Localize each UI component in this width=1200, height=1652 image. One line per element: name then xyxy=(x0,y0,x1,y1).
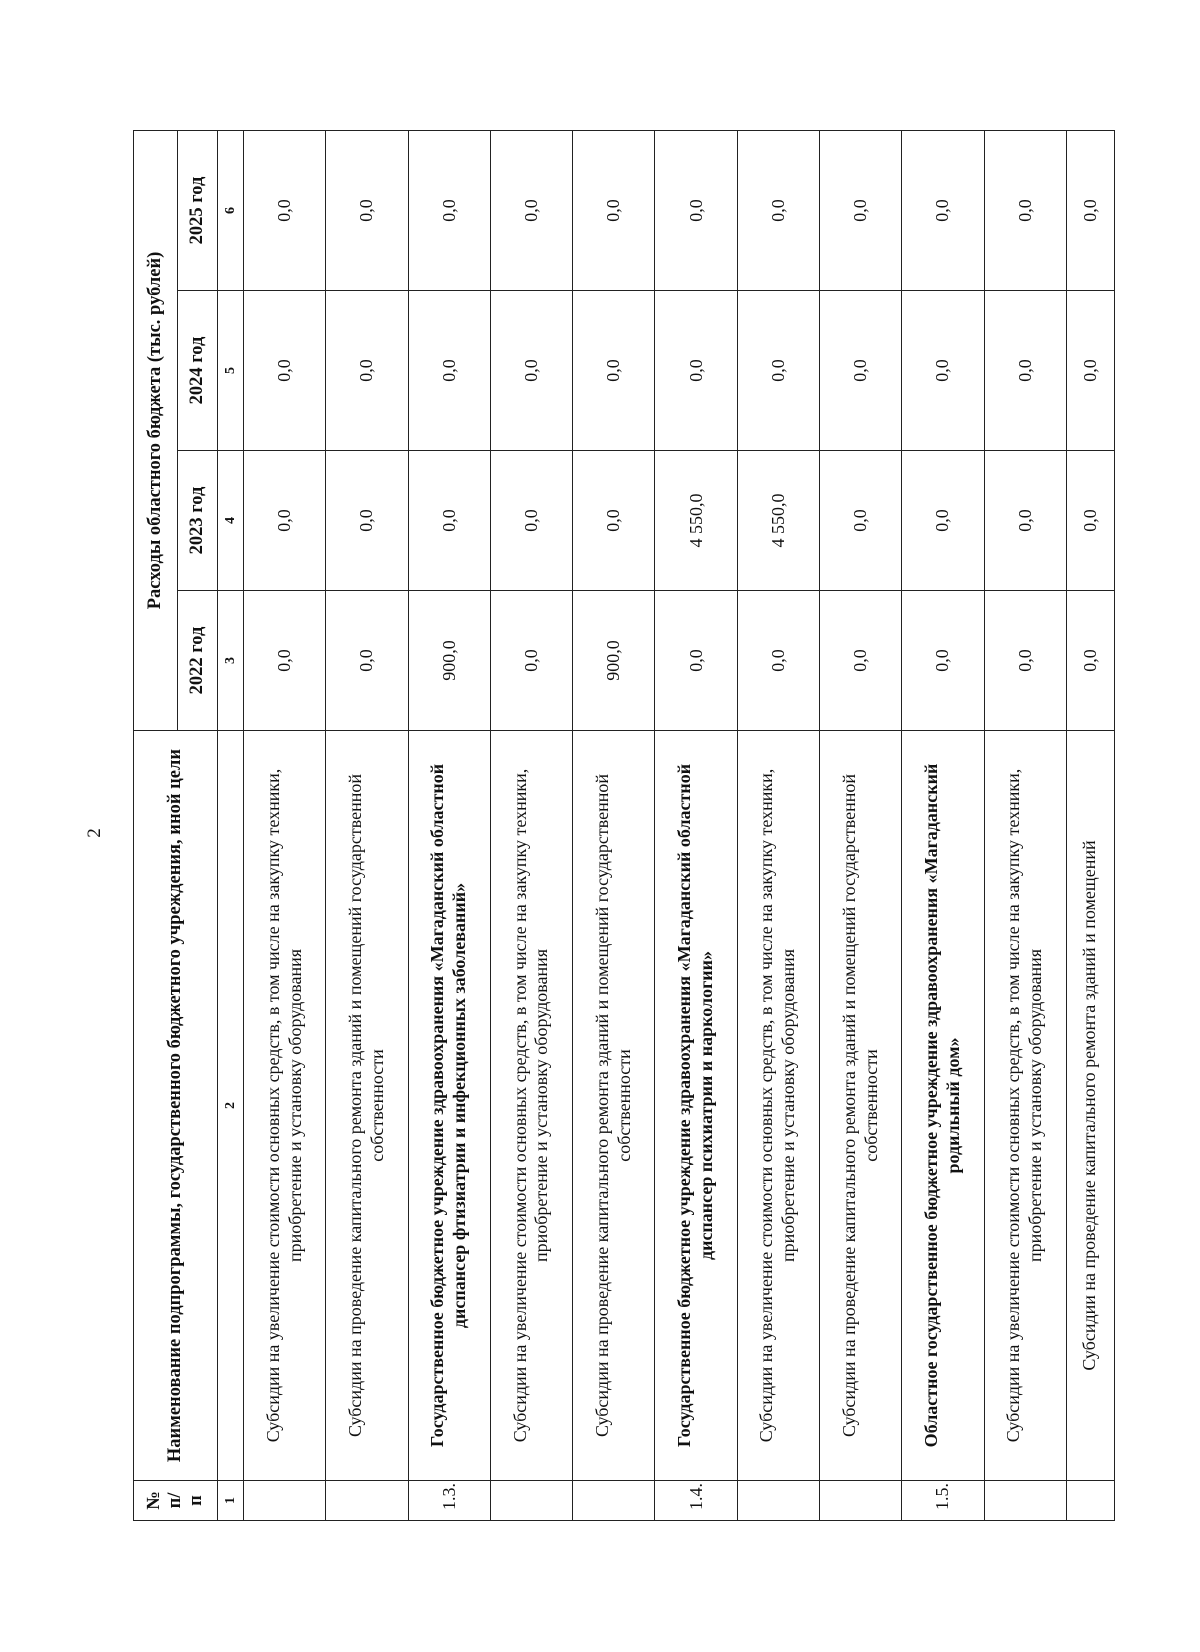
row-number xyxy=(819,1481,901,1521)
col-number-label: 2 xyxy=(218,731,244,1481)
institution-name: Государственное бюджетное учреждение здравоохранения «Магаданский областной диспансер психиатрии и наркологии» xyxy=(655,731,737,1481)
subsidy-purpose: Субсидии на увеличение стоимости основных средств, в том числе на закупку техники, приобретение и установку оборудования xyxy=(244,731,326,1481)
amount-cell: 0,0 xyxy=(984,131,1066,291)
amount-cell: 0,0 xyxy=(244,451,326,591)
table-row xyxy=(819,131,901,1521)
amount-cell: 0,0 xyxy=(655,591,737,731)
amount-cell: 0,0 xyxy=(737,591,819,731)
amount-cell: 0,0 xyxy=(326,291,408,451)
amount-cell: 0,0 xyxy=(490,591,572,731)
amount-cell: 0,0 xyxy=(1066,131,1114,291)
amount-cell: 0,0 xyxy=(326,591,408,731)
subsidy-purpose: Субсидии на проведение капитального ремонта зданий и помещений государственной собственности xyxy=(819,731,901,1481)
amount-cell: 0,0 xyxy=(490,451,572,591)
col-number-label: 4 xyxy=(218,451,244,591)
table-row xyxy=(984,131,1066,1521)
table-row xyxy=(1066,131,1114,1521)
amount-cell: 0,0 xyxy=(655,131,737,291)
table-row xyxy=(490,131,572,1521)
amount-cell: 0,0 xyxy=(819,291,901,451)
amount-cell: 0,0 xyxy=(984,591,1066,731)
institution-name: Областное государственное бюджетное учреждение здравоохранения «Магаданский родильный дом» xyxy=(902,731,984,1481)
row-number: 1.4. xyxy=(655,1481,737,1521)
amount-cell: 0,0 xyxy=(1066,291,1114,451)
amount-cell: 0,0 xyxy=(737,291,819,451)
amount-cell: 0,0 xyxy=(244,291,326,451)
amount-cell: 0,0 xyxy=(573,131,655,291)
amount-cell: 0,0 xyxy=(490,131,572,291)
row-number xyxy=(573,1481,655,1521)
subsidy-purpose: Субсидии на проведение капитального ремонта зданий и помещений государственной собственности xyxy=(326,731,408,1481)
subsidy-purpose: Субсидии на проведение капитального ремонта зданий и помещений государственной собственности xyxy=(573,731,655,1481)
amount-cell: 0,0 xyxy=(1066,451,1114,591)
col-header-number: № п/п xyxy=(134,1481,218,1521)
amount-cell: 4 550,0 xyxy=(655,451,737,591)
amount-cell: 0,0 xyxy=(244,591,326,731)
table-row xyxy=(737,131,819,1521)
col-number-label: 6 xyxy=(218,131,244,291)
amount-cell: 0,0 xyxy=(1066,591,1114,731)
table-row xyxy=(573,131,655,1521)
amount-cell: 900,0 xyxy=(573,591,655,731)
amount-cell: 0,0 xyxy=(902,591,984,731)
col-header-year: 2022 год xyxy=(178,591,218,731)
row-number: 1.5. xyxy=(902,1481,984,1521)
row-number xyxy=(326,1481,408,1521)
col-header-year: 2023 год xyxy=(178,451,218,591)
amount-cell: 0,0 xyxy=(984,451,1066,591)
amount-cell: 0,0 xyxy=(408,131,490,291)
amount-cell: 0,0 xyxy=(573,291,655,451)
amount-cell: 0,0 xyxy=(573,451,655,591)
amount-cell: 0,0 xyxy=(326,451,408,591)
row-number xyxy=(490,1481,572,1521)
col-header-year: 2024 год xyxy=(178,291,218,451)
amount-cell: 0,0 xyxy=(737,131,819,291)
institution-name: Государственное бюджетное учреждение здравоохранения «Магаданский областной диспансер фтизиатрии и инфекционных заболеваний» xyxy=(408,731,490,1481)
table-row xyxy=(408,131,490,1521)
table-row xyxy=(655,131,737,1521)
subsidy-purpose: Субсидии на проведение капитального ремонта зданий и помещений xyxy=(1066,731,1114,1481)
amount-cell: 0,0 xyxy=(244,131,326,291)
subsidy-purpose: Субсидии на увеличение стоимости основных средств, в том числе на закупку техники, приобретение и установку оборудования xyxy=(490,731,572,1481)
row-number xyxy=(244,1481,326,1521)
amount-cell: 0,0 xyxy=(819,451,901,591)
row-number: 1.3. xyxy=(408,1481,490,1521)
col-header-name: Наименование подпрограммы, государственного бюджетного учреждения, иной цели xyxy=(134,731,218,1481)
col-header-group: Расходы областного бюджета (тыс. рублей) xyxy=(134,131,178,731)
row-number xyxy=(1066,1481,1114,1521)
amount-cell: 0,0 xyxy=(902,291,984,451)
amount-cell: 0,0 xyxy=(902,131,984,291)
table-row xyxy=(244,131,326,1521)
table-body xyxy=(244,131,1115,1521)
col-header-year: 2025 год xyxy=(178,131,218,291)
amount-cell: 0,0 xyxy=(655,291,737,451)
page-number: 2 xyxy=(84,828,105,838)
amount-cell: 0,0 xyxy=(984,291,1066,451)
subsidy-purpose: Субсидии на увеличение стоимости основных средств, в том числе на закупку техники, приобретение и установку оборудования xyxy=(737,731,819,1481)
rotated-table-container xyxy=(133,131,1115,1521)
col-number-label: 1 xyxy=(218,1481,244,1521)
amount-cell: 0,0 xyxy=(408,291,490,451)
amount-cell: 0,0 xyxy=(408,451,490,591)
table-row xyxy=(326,131,408,1521)
row-number xyxy=(984,1481,1066,1521)
amount-cell: 0,0 xyxy=(819,591,901,731)
amount-cell: 0,0 xyxy=(490,291,572,451)
subsidy-purpose: Субсидии на увеличение стоимости основных средств, в том числе на закупку техники, приобретение и установку оборудования xyxy=(984,731,1066,1481)
table-row xyxy=(902,131,984,1521)
col-number-label: 5 xyxy=(218,291,244,451)
amount-cell: 4 550,0 xyxy=(737,451,819,591)
budget-table xyxy=(133,130,1115,1521)
amount-cell: 0,0 xyxy=(819,131,901,291)
row-number xyxy=(737,1481,819,1521)
amount-cell: 0,0 xyxy=(902,451,984,591)
amount-cell: 0,0 xyxy=(326,131,408,291)
col-number-label: 3 xyxy=(218,591,244,731)
amount-cell: 900,0 xyxy=(408,591,490,731)
